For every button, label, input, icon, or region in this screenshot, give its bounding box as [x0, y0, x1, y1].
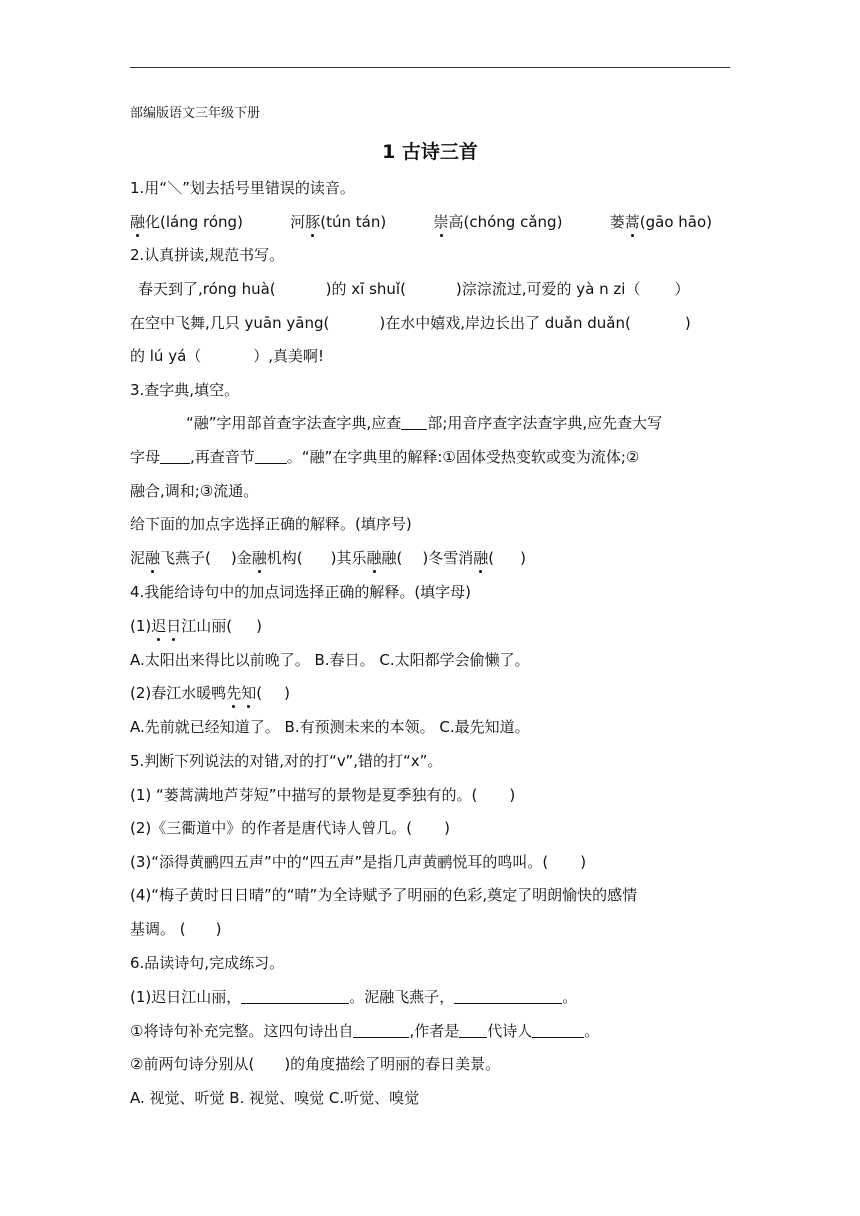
q4-sentence-1: (1)迟日江山丽( )	[130, 617, 262, 635]
q6-line-2: ①将诗句补充完整。这四句诗出自 ,作者是 代诗人 。	[130, 1022, 600, 1040]
page-title: 1 古诗三首	[382, 141, 478, 163]
q2-line-2: 在空中飞舞,几只 yuān yāng( )在水中嬉戏,岸边长出了 duǎn duǎn( )	[130, 314, 691, 332]
q5-item-2: (2)《三衢道中》的作者是唐代诗人曾几。( )	[130, 819, 450, 837]
q4-prompt: 4.我能给诗句中的加点词选择正确的解释。(填字母)	[130, 583, 472, 601]
q6-prompt: 6.品读诗句,完成练习。	[130, 954, 285, 972]
q3-line-4: 给下面的加点字选择正确的解释。(填序号)	[130, 515, 412, 533]
header-rule	[130, 67, 730, 68]
q5-item-4: (4)“梅子黄时日日晴”的“晴”为全诗赋予了明丽的色彩,奠定了明朗愉快的感情	[130, 886, 638, 904]
q5-item-4-cont: 基调。 ( )	[130, 920, 222, 938]
q5-prompt: 5.判断下列说法的对错,对的打“v”,错的打“x”。	[130, 752, 443, 770]
q3-line-2: 字母 ,再查音节 。“融”在字典里的解释:①固体受热变软或变为流体;②	[130, 448, 640, 466]
document-header: 部编版语文三年级下册	[130, 106, 261, 121]
q1-item-1: 融化(láng róng)	[130, 213, 243, 231]
q4-options-2: A.先前就已经知道了。 B.有预测未来的本领。 C.最先知道。	[130, 718, 530, 736]
q1-items	[130, 212, 712, 232]
q6-line-3: ②前两句诗分别从( )的角度描绘了明丽的春日美景。	[130, 1055, 501, 1073]
q5-item-1: (1) “蒌蒿满地芦芽短”中描写的景物是夏季独有的。( )	[130, 786, 516, 804]
q2-line-3: 的 lú yá（ ）,真美啊!	[130, 347, 325, 365]
q2-line-1: 春天到了,róng huà( )的 xī shuǐ( )淙淙流过,可爱的 yà n zi（ ）	[138, 280, 690, 298]
q5-item-3: (3)“添得黄鹂四五声”中的“四五声”是指几声黄鹂悦耳的鸣叫。( )	[130, 853, 587, 871]
q1-item-4: 蒌蒿(gāo hāo)	[609, 213, 712, 231]
q3-prompt: 3.查字典,填空。	[130, 381, 240, 399]
q3-line-5: 泥融飞燕子( )金融机构( )其乐融融( )冬雪消融( )	[130, 549, 526, 567]
q4-sentence-2: (2)春江水暖鸭先知( )	[130, 684, 290, 702]
q1-item-2: 河豚(tún tán)	[290, 213, 387, 231]
q4-options-1: A.太阳出来得比以前晚了。 B.春日。 C.太阳都学会偷懒了。	[130, 651, 530, 669]
q6-line-1: (1)迟日江山丽， 。泥融飞燕子， 。	[130, 988, 578, 1006]
q1-prompt: 1.用“＼”划去括号里错误的读音。	[130, 179, 355, 197]
q6-line-4: A. 视觉、听觉 B. 视觉、嗅觉 C.听觉、嗅觉	[130, 1089, 420, 1107]
q3-line-3: 融合,调和;③流通。	[130, 482, 259, 500]
q3-line-1: “融”字用部首查字法查字典,应查 部;用音序查字法查字典,应先查大写	[186, 414, 663, 432]
q2-prompt: 2.认真拼读,规范书写。	[130, 246, 285, 264]
q1-item-3: 崇高(chóng cǎng)	[433, 213, 563, 231]
